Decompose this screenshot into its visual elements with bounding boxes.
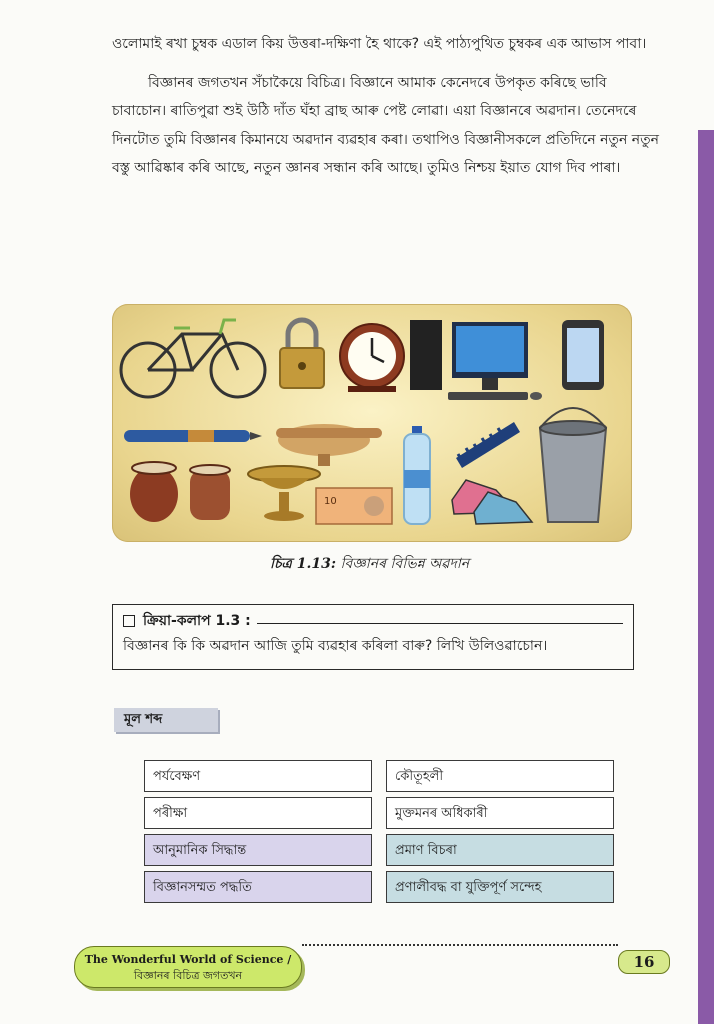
water-bottle-icon	[404, 426, 430, 524]
activity-box	[112, 604, 634, 670]
body-text	[112, 30, 660, 183]
activity-rule	[257, 623, 623, 624]
rolling-pin-icon	[276, 424, 382, 466]
activity-title: ক্ৰিয়া-কলাপ 1.3 :	[143, 613, 251, 629]
activity-header	[123, 609, 623, 633]
footer-dotted-line	[302, 944, 618, 946]
brass-bowl-icon	[248, 466, 320, 521]
paragraph-2: বিজ্ঞানৰ জগতখন সঁচাকৈয়ে বিচিত্ৰ। বিজ্ঞানে আমাক কেনেদৰে উপকৃত কৰিছে ভাবি চাবাচোন। ৰাতিপুৱা শুই উঠি দাঁত ঘঁহা ব্ৰাছ আৰু পেষ্ট লোৱা। এয়া বিজ্ঞানৰে অৱদান। তেনেদৰে দিনটোত তুমি বিজ্ঞানৰ কিমানযে অৱদান ব্যৱহাৰ কৰা। তথাপিও বিজ্ঞানীসকলে প্ৰতিদিনে নতুন নতুন বস্তু আৱিষ্কাৰ কৰি আছে, নতুন জ্ঞানৰ সন্ধান কৰি আছে। তুমিও নিশ্চয় ইয়াত যোগ দিব পাৰা।	[112, 74, 660, 176]
bucket-icon	[540, 408, 606, 522]
keywords-left-column	[144, 760, 372, 908]
keyword-cell: পৰীক্ষা	[144, 797, 372, 829]
keyword-cell: বিজ্ঞানসম্মত পদ্ধতি	[144, 871, 372, 903]
banknote-icon	[316, 488, 392, 524]
keywords-label: মূল শব্দ	[114, 708, 218, 732]
page-number: 16	[618, 950, 670, 974]
computer-icon	[410, 320, 542, 400]
footer-title-assamese: বিজ্ঞানৰ বিচিত্ৰ জগতখন	[133, 969, 243, 982]
keyword-cell: পৰ্যবেক্ষণ	[144, 760, 372, 792]
activity-text: বিজ্ঞানৰ কি কি অৱদান আজি তুমি ব্যৱহাৰ কৰিলা বাৰু? লিখি উলিওৱাচোন।	[123, 638, 548, 654]
comb-icon	[456, 422, 520, 468]
keyword-cell: মুক্তমনৰ অধিকাৰী	[386, 797, 614, 829]
bicycle-icon	[121, 320, 265, 397]
banknote-value: 10	[324, 496, 337, 507]
keywords-right-column	[386, 760, 614, 908]
footer-book-title	[74, 946, 302, 988]
footer-title-english: The Wonderful World of Science /	[84, 953, 292, 966]
keyword-cell: প্ৰণালীবদ্ধ বা যুক্তিপূৰ্ণ সন্দেহ	[386, 871, 614, 903]
page-edge-strip	[698, 130, 714, 1024]
tabla-drums-icon	[130, 462, 230, 522]
pen-icon	[124, 430, 262, 442]
figure-caption-text: বিজ্ঞানৰ বিভিন্ন অৱদান	[340, 556, 470, 572]
padlock-icon	[280, 320, 324, 388]
keyword-cell: প্ৰমাণ বিচৰা	[386, 834, 614, 866]
mobile-phone-icon	[562, 320, 604, 390]
figure-caption	[270, 552, 469, 576]
science-contributions-illustration	[112, 304, 632, 542]
figure-number: চিত্ৰ 1.13:	[270, 556, 336, 572]
keyword-cell: আনুমানিক সিদ্ধান্ত	[144, 834, 372, 866]
keyword-cell: কৌতূহলী	[386, 760, 614, 792]
checkbox-icon	[123, 615, 135, 627]
sneakers-icon	[452, 480, 532, 524]
paragraph-1: ওলোমাই ৰখা চুম্বক এডাল কিয় উত্তৰা-দক্ষিণা হৈ থাকে? এই পাঠ্যপুথিত চুম্বকৰ এক আভাস পাবা।	[112, 36, 647, 52]
alarm-clock-icon	[340, 324, 404, 392]
